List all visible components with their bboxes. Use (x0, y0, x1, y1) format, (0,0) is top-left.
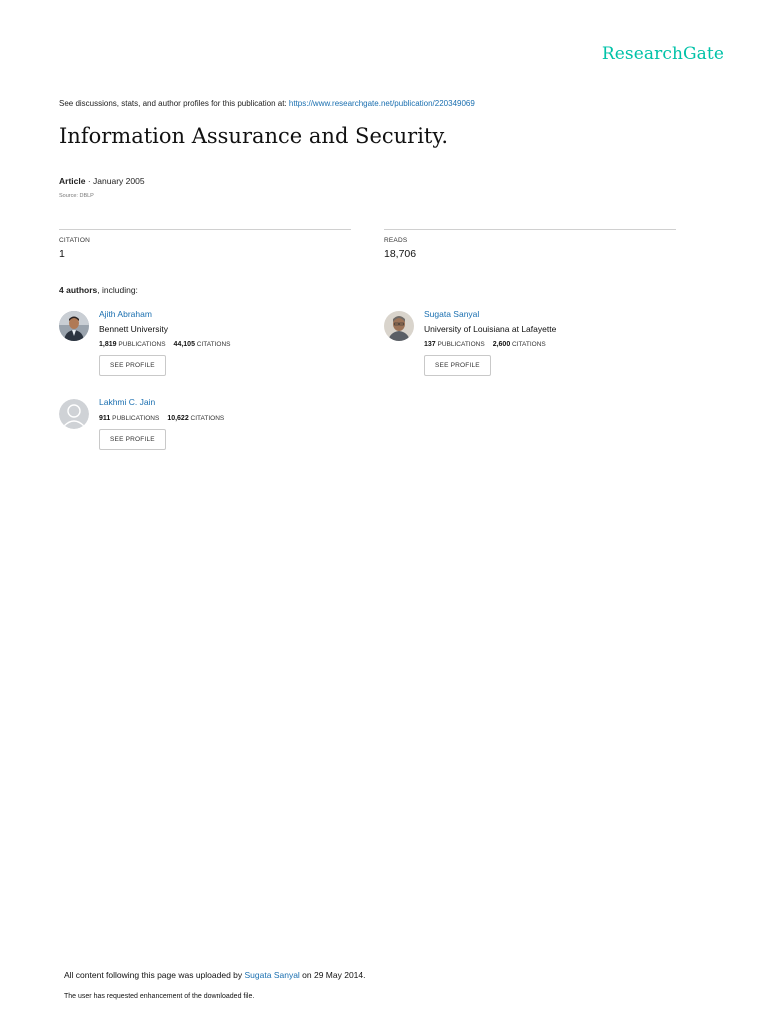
enhancement-notice: The user has requested enhancement of the downloaded file. (64, 993, 255, 1000)
see-profile-button[interactable]: SEE PROFILE (99, 355, 166, 376)
article-meta (59, 176, 145, 186)
publications-label: PUBLICATIONS (437, 341, 485, 348)
article-source: Source: DBLP (59, 193, 94, 199)
see-profile-button[interactable]: SEE PROFILE (424, 355, 491, 376)
citation-label: CITATION (59, 237, 90, 244)
authors-suffix: , including: (97, 285, 138, 295)
reads-stat (384, 229, 676, 260)
author-name-link[interactable]: Sugata Sanyal (424, 309, 480, 319)
publication-link[interactable]: https://www.researchgate.net/publication/220349069 (288, 99, 475, 108)
publications-label: PUBLICATIONS (112, 415, 160, 422)
researchgate-logo[interactable]: ResearchGate (601, 44, 724, 64)
publications-count: 1,819 (99, 341, 117, 348)
author-info (99, 309, 349, 376)
author-institution: Bennett University (99, 324, 168, 334)
citations-label: CITATIONS (196, 341, 231, 348)
author-info (99, 397, 349, 450)
citations-count: 2,600 (492, 341, 511, 348)
author-name-link[interactable]: Ajith Abraham (99, 309, 152, 319)
uploader-link[interactable]: Sugata Sanyal (244, 970, 300, 980)
avatar[interactable] (384, 311, 414, 341)
publications-count: 137 (424, 341, 436, 348)
citations-label: CITATIONS (190, 415, 225, 422)
upload-suffix: on 29 May 2014. (299, 970, 366, 980)
upload-notice (64, 970, 366, 980)
citation-stat (59, 229, 351, 260)
discussion-text: See discussions, stats, and author profiles for this publication at: (59, 99, 289, 108)
author-stats (424, 341, 674, 348)
citations-label: CITATIONS (512, 341, 546, 348)
discussion-line (59, 99, 475, 108)
reads-value: 18,706 (384, 248, 417, 260)
author-institution: University of Louisiana at Lafayette (424, 324, 557, 334)
authors-heading (59, 285, 138, 295)
reads-label: READS (384, 237, 408, 244)
default-avatar-icon[interactable] (59, 399, 89, 429)
meta-separator: · (85, 176, 94, 186)
avatar[interactable] (59, 311, 89, 341)
author-name-link[interactable]: Lakhmi C. Jain (99, 397, 156, 407)
citation-value: 1 (59, 248, 65, 260)
citations-count: 44,105 (173, 341, 195, 348)
authors-count: 4 authors (59, 285, 98, 295)
see-profile-button[interactable]: SEE PROFILE (99, 429, 166, 450)
article-date: January 2005 (93, 176, 145, 186)
article-type: Article (59, 176, 86, 186)
upload-prefix: All content following this page was uploaded by (64, 970, 245, 980)
page-title: Information Assurance and Security. (59, 124, 449, 148)
author-info (424, 309, 674, 376)
citations-count: 10,622 (167, 415, 189, 422)
author-stats (99, 415, 349, 422)
publications-label: PUBLICATIONS (118, 341, 166, 348)
publications-count: 911 (99, 415, 111, 422)
author-stats (99, 341, 349, 348)
